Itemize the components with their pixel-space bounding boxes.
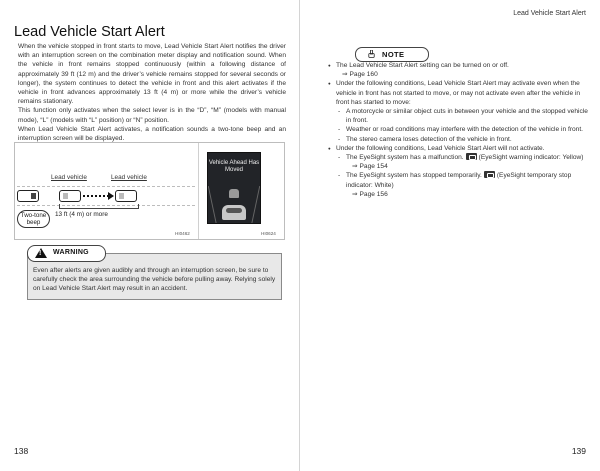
warning-triangle-icon <box>35 248 47 258</box>
two-tone-beep-bubble: Two-tone beep <box>17 210 50 228</box>
lead-vehicle-label-end: Lead vehicle <box>111 174 147 181</box>
warning-header <box>27 245 106 262</box>
reference-arrow-icon: ⇒ <box>342 71 348 79</box>
note-sub-item: - The stereo camera loses detection of the vehicle in front. <box>336 135 588 144</box>
lead-vehicle-label-start: Lead vehicle <box>51 174 87 181</box>
note-sub-item: - The EyeSight system has a malfunction. (EyeSight warning indicator: Yellow) ⇒ Page 154 <box>336 153 588 171</box>
own-vehicle-icon <box>17 190 39 202</box>
warning-text: Even after alerts are given audibly and through an interruption screen, be sure to carefully check the area surrounding the vehicle before pulling away. Relying solely on Lead Vehicle Start Alert may result in an accident. <box>33 267 276 293</box>
distance-bracket <box>59 204 139 209</box>
page-reference[interactable]: ⇒ Page 154 <box>352 163 388 171</box>
figure-code-right: HI0624 <box>261 231 276 236</box>
reference-arrow-icon: ⇒ <box>352 190 358 198</box>
note-title: NOTE <box>382 50 405 59</box>
intro-paragraph-3: When Lead Vehicle Start Alert activates, a notification sounds a two-tone beep and an interruption screen will be displayed. <box>18 125 286 143</box>
intro-paragraph-2: This function only activates when the select lever is in the “D”, “M” (models with manual mode), “L” (models with “L” position) or “N” position. <box>18 107 286 124</box>
note-item <box>328 79 588 143</box>
page-title: Lead Vehicle Start Alert <box>14 24 165 40</box>
running-header: Lead Vehicle Start Alert <box>513 10 586 17</box>
note-sub-item: - Weather or road conditions may interfere with the detection of the vehicle in front. <box>336 125 588 134</box>
display-road-edge-right <box>251 186 261 224</box>
note-item <box>328 61 588 79</box>
page-number-right: 139 <box>571 446 586 456</box>
note-text: Under the following conditions, Lead Vehicle Start Alert may activate even when the vehicle in front has not started to move, or may not activate even after the vehicle in front has started to move: <box>336 80 581 106</box>
note-sub-item: - A motorcycle or similar object cuts in between your vehicle and the stopped vehicle in front. <box>336 107 588 125</box>
movement-arrow-head-icon <box>108 192 114 200</box>
intro-paragraph-1: When the vehicle stopped in front starts to move, Lead Vehicle Start Alert notifies the driver with an interruption screen on the combination meter display and notification sound. When the vehicle in front remains stopped continuously (within a following distance of approximately 39 ft (12 m) and the driver’s vehicle remains stopped for several seconds or longer), the system continues to detect the vehicle in front and this alert activates if the vehicle in front advances approximately 13 ft (4 m) or more while the driver’s vehicle remains stationary. <box>18 43 286 106</box>
page-gutter <box>299 0 300 471</box>
road-lane-line-top <box>17 186 195 187</box>
display-message: Vehicle Ahead Has Moved <box>208 160 260 174</box>
note-sub-list <box>336 107 588 144</box>
intro-text <box>18 42 286 143</box>
display-own-car-icon <box>222 205 246 220</box>
distance-label: 13 ft (4 m) or more <box>55 211 108 218</box>
note-item <box>328 144 588 199</box>
lead-vehicle-start-icon <box>59 190 81 202</box>
warning-title: WARNING <box>53 249 89 256</box>
page-reference[interactable]: ⇒ Page 156 <box>352 190 388 198</box>
page-reference[interactable]: ⇒ Page 160 <box>342 71 378 79</box>
figure-divider <box>198 143 199 239</box>
lead-vehicle-moved-icon <box>115 190 137 202</box>
note-sub-item: - The EyeSight system has stopped temporarily. (EyeSight temporary stop indicator: White) ⇒ Page 156 <box>336 171 588 199</box>
display-lead-car-icon <box>229 189 239 198</box>
figure-code-left: HI0462 <box>175 231 190 236</box>
note-text: Under the following conditions, Lead Vehicle Start Alert will not activate. <box>336 144 545 152</box>
display-road-edge-left <box>208 186 218 224</box>
eyesight-temporary-stop-indicator-icon <box>484 171 495 178</box>
movement-arrow-line <box>83 195 109 197</box>
note-header <box>355 47 429 62</box>
note-hand-icon <box>368 50 375 58</box>
page-number-left: 138 <box>14 446 29 456</box>
note-text: The Lead Vehicle Start Alert setting can be turned on or off. <box>336 62 509 69</box>
note-list <box>328 61 588 199</box>
note-sub-list <box>336 153 588 199</box>
reference-arrow-icon: ⇒ <box>352 163 358 171</box>
eyesight-warning-indicator-icon <box>466 153 477 160</box>
meter-display-screen <box>207 152 261 224</box>
